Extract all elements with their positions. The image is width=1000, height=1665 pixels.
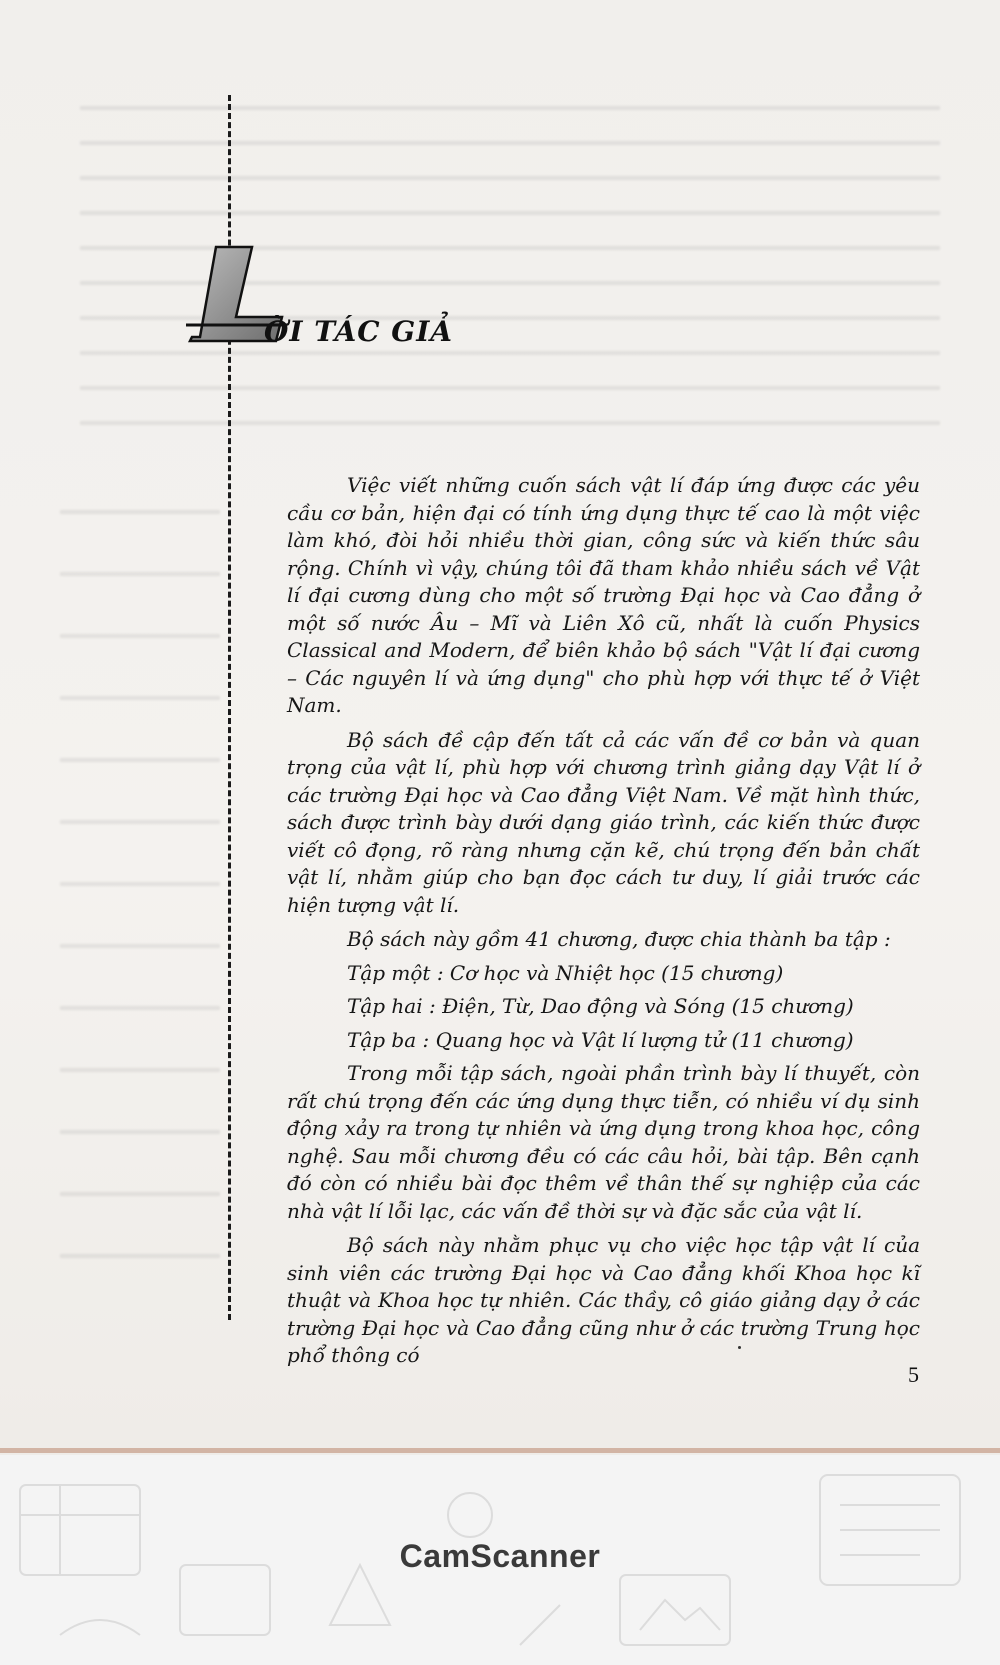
paragraph-3: Bộ sách này gồm 41 chương, được chia thành ba tập : <box>347 927 891 951</box>
paragraph-4: Trong mỗi tập sách, ngoài phần trình bày lí thuyết, còn rất chú trọng đến các ứng dụng thực tiễn, có nhiều ví dụ sinh động xảy ra trong tự nhiên và ứng dụng trong khoa học, công nghệ. Sau mỗi chương đều có các câu hỏi, bài tập. Bên cạnh đó còn có nhiều bài đọc thêm về thân thế sự nghiệp của các nhà vật lí lỗi lạc, các vấn đề thời sự và đặc sắc của vật lí. <box>287 1061 920 1223</box>
ink-speck <box>738 1346 741 1349</box>
section-heading <box>186 245 506 355</box>
bleed-through-left <box>60 470 220 1270</box>
camscanner-brand: CamScanner <box>399 1538 601 1574</box>
volume-3: Tập ba : Quang học và Vật lí lượng tử (11 chương) <box>347 1027 854 1052</box>
paragraph-5: Bộ sách này nhằm phục vụ cho việc học tập vật lí của sinh viên các trường Đại học và Cao đẳng khối Khoa học kĩ thuật và Khoa học tự nhiên. Các thầy, cô giáo giảng dạy ở các trường Đại học và Cao đẳng cũng như ở các trường Trung học phổ thông có <box>287 1233 920 1367</box>
paragraph-1: Việc viết những cuốn sách vật lí đáp ứng được các yêu cầu cơ bản, hiện đại có tính ứng dụng thực tế cao là một việc làm khó, đòi hỏi nhiều thời gian, công sức và kiến thức sâu rộng. Chính vì vậy, chúng tôi đã tham khảo nhiều sách về Vật lí đại cương dùng cho một số trường Đại học và Cao đẳng ở một số nước Âu – Mĩ và Liên Xô cũ, nhất là cuốn Physics Classical and Modern, để biên khảo bộ sách "Vật lí đại cương – Các nguyên lí và ứng dụng" cho phù hợp với thực tế ở Việt Nam. <box>287 473 920 717</box>
preface-body <box>287 472 920 1377</box>
volume-1: Tập một : Cơ học và Nhiệt học (15 chương) <box>347 960 784 985</box>
heading-title: ỜI TÁC GIẢ <box>264 315 454 348</box>
paragraph-2: Bộ sách đề cập đến tất cả các vấn đề cơ bản và quan trọng của vật lí, phù hợp với chương trình giảng dạy Vật lí ở các trường Đại học và Cao đẳng Việt Nam. Về mặt hình thức, sách được trình bày dưới dạng giáo trình, các kiến thức được viết cô đọng, rõ ràng nhưng cặn kẽ, chú trọng đến bản chất vật lí, nhằm giúp cho bạn đọc cách tư duy, lí giải trước các hiện tượng vật lí. <box>287 727 920 917</box>
page-edge <box>0 1448 1000 1453</box>
page-number: 5 <box>908 1362 919 1387</box>
volume-2: Tập hai : Điện, Từ, Dao động và Sóng (15 chương) <box>347 994 854 1018</box>
